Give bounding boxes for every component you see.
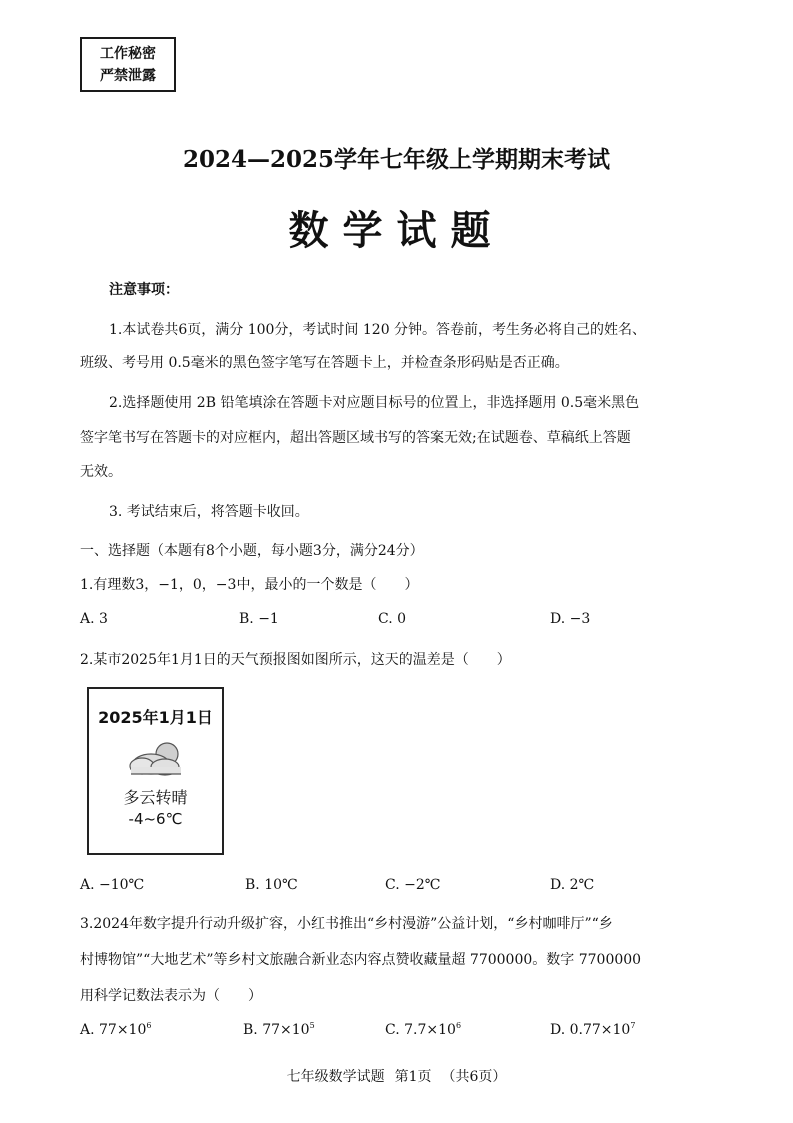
question-2-option-c: C. −2℃ xyxy=(385,877,441,893)
question-3-option-b xyxy=(243,1022,315,1038)
footer-page-number: 第1页 xyxy=(394,1069,432,1085)
option-d-base: D. 0.77×10 xyxy=(550,1022,631,1038)
exam-title: 2024—2025学年七年级上学期期末考试 xyxy=(182,146,611,173)
footer-course: 七年级数学试题 xyxy=(286,1069,385,1085)
notice-item-2-line-1: 2.选择题使用 2B 铅笔填涂在答题卡对应题目标号的位置上，非选择题用 0.5毫米黑色 xyxy=(109,395,640,411)
section-heading: 一、选择题（本题有8个小题，每小题3分，满分24分） xyxy=(80,543,424,559)
question-2-option-b: B. 10℃ xyxy=(245,877,298,893)
notice-item-3: 3. 考试结束后，将答题卡收回。 xyxy=(109,504,309,520)
option-a-exponent: 6 xyxy=(146,1021,152,1030)
weather-temperature: -4~6℃ xyxy=(128,810,183,828)
stamp-line-2: 严禁泄露 xyxy=(100,68,156,84)
option-b-base: B. 77×10 xyxy=(243,1022,310,1038)
option-d-exponent: 7 xyxy=(630,1021,636,1030)
confidential-stamp xyxy=(80,37,176,92)
footer-total-pages: （共6页） xyxy=(441,1069,507,1085)
question-3-option-c xyxy=(385,1022,461,1038)
notice-item-2-line-2: 签字笔书写在答题卡的对应框内，超出答题区域书写的答案无效;在试题卷、草稿纸上答题 xyxy=(80,430,631,446)
weather-forecast-card xyxy=(87,687,224,855)
question-1-option-b: B. −1 xyxy=(239,611,279,627)
question-2-option-a: A. −10℃ xyxy=(80,877,145,893)
option-a-base: A. 77×10 xyxy=(80,1022,147,1038)
notice-item-2-line-3: 无效。 xyxy=(80,464,122,480)
question-3-stem-line-3: 用科学记数法表示为（ ） xyxy=(80,988,262,1004)
notice-item-1-line-2: 班级、考号用 0.5毫米的黑色签字笔写在答题卡上，并检查条形码贴是否正确。 xyxy=(80,355,569,371)
question-1-option-a: A. 3 xyxy=(80,611,108,627)
notice-item-1-line-1: 1.本试卷共6页，满分 100分，考试时间 120 分钟。答卷前，考生务必将自己的姓名、 xyxy=(109,322,647,338)
question-1-stem: 1.有理数3，−1，0，−3中，最小的一个数是（ ） xyxy=(80,577,419,593)
question-1-option-c: C. 0 xyxy=(378,611,407,627)
question-3-stem-line-2: 村博物馆”“大地艺术”等乡村文旅融合新业态内容点赞收藏量超 7700000。数字 7700000 xyxy=(80,952,642,968)
weather-date: 2025年1月1日 xyxy=(98,708,213,727)
notice-heading: 注意事项： xyxy=(109,282,179,298)
option-c-base: C. 7.7×10 xyxy=(385,1022,456,1038)
subject-title: 数学试题 xyxy=(288,207,505,254)
question-2-stem: 2.某市2025年1月1日的天气预报图如图所示，这天的温差是（ ） xyxy=(80,652,511,668)
page-footer xyxy=(0,1066,793,1086)
option-c-exponent: 6 xyxy=(455,1021,462,1030)
weather-condition: 多云转晴 xyxy=(123,788,188,807)
option-b-exponent: 5 xyxy=(309,1021,315,1030)
question-3-option-a xyxy=(80,1022,151,1038)
stamp-line-1: 工作秘密 xyxy=(100,46,156,62)
question-3-stem-line-1: 3.2024年数字提升行动升级扩容，小红书推出“乡村漫游”公益计划，“乡村咖啡厅”“乡 xyxy=(80,916,613,932)
question-2-option-d: D. 2℃ xyxy=(550,877,595,893)
cloudy-sun-icon xyxy=(123,737,191,777)
question-1-option-d: D. −3 xyxy=(550,611,591,627)
question-3-option-d xyxy=(550,1022,635,1038)
